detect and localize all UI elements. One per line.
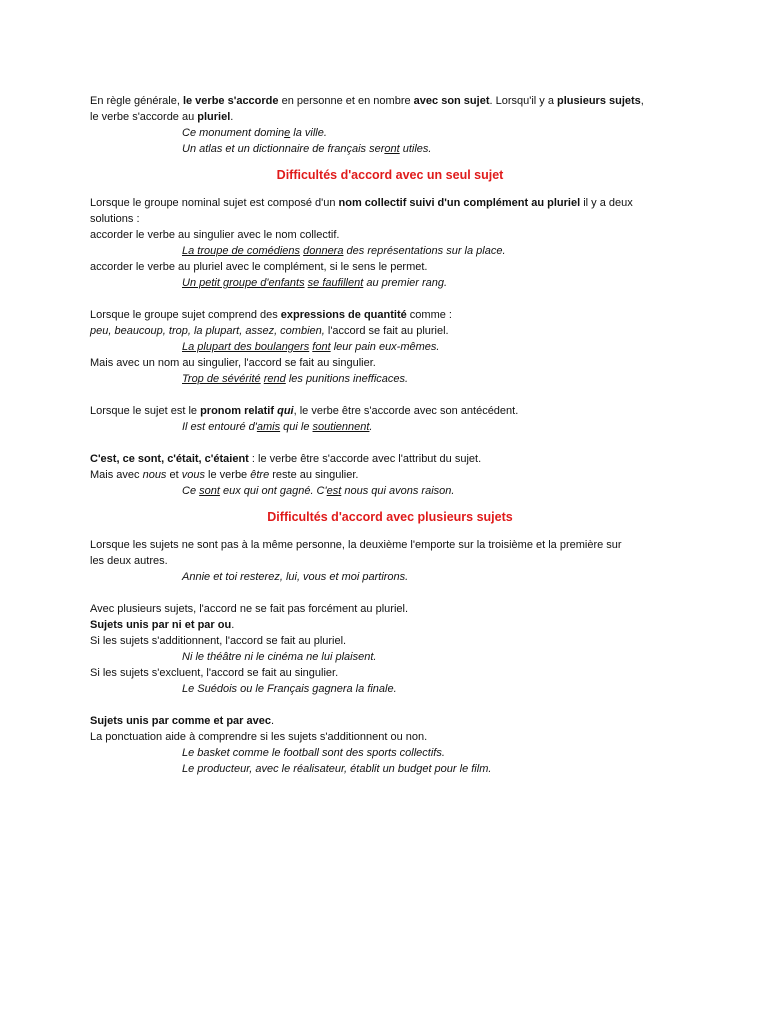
text: le verbe [204,469,251,481]
text: leur pain eux-mêmes. [330,341,440,353]
text: , [640,95,644,107]
text: , le verbe être s'accorde avec son antécédent. [293,405,519,417]
text: reste au singulier. [269,469,359,481]
text: Lorsque le groupe nominal sujet est composé d'un [90,197,339,209]
bold-text: avec son sujet [413,95,490,107]
text: Mais avec [90,469,143,481]
text: des représentations sur la place. [343,245,506,257]
bold-italic-text: qui [277,405,294,417]
text: au premier rang. [363,277,448,289]
example-line: Le producteur, avec le réalisateur, établit un budget pour le film. [182,763,492,775]
intro-line-2 [90,109,690,125]
text: : le verbe être s'accorde avec l'attribut du sujet. [248,453,482,465]
example-line [90,243,690,259]
text: et [166,469,182,481]
text-line [90,467,690,483]
italic-text: être [250,469,270,481]
text-line: Si les sujets s'excluent, l'accord se fait au singulier. [90,667,339,679]
text: en personne et en nombre [278,95,414,107]
text-line: Si les sujets s'additionnent, l'accord se fait au pluriel. [90,635,347,647]
text-line: Avec plusieurs sujets, l'accord ne se fait pas forcément au pluriel. [90,603,409,615]
example-line: Le basket comme le football sont des sports collectifs. [182,747,445,759]
example-line: Annie et toi resterez, lui, vous et moi partirons. [182,571,409,583]
bold-text: Sujets unis par comme et par avec [90,715,271,727]
text: utiles. [399,143,432,155]
underlined-text: e [284,127,291,139]
underlined-text: soutiennent [312,421,370,433]
text: eux qui ont gagné. C' [219,485,327,497]
underlined-text: ont [384,143,400,155]
text-line: Lorsque les sujets ne sont pas à la même personne, la deuxième l'emporte sur la troisième et la première sur [90,539,622,551]
bold-text: Sujets unis par ni et par ou [90,619,232,631]
text-line: accorder le verbe au pluriel avec le complément, si le sens le permet. [90,261,428,273]
example-line [90,371,690,387]
text: . [230,111,234,123]
italic-text: vous [181,469,205,481]
underlined-text: donnera [303,245,344,257]
text: la ville. [290,127,327,139]
underlined-text: Trop de sévérité [182,373,261,385]
bold-text: le verbe s'accorde [182,95,279,107]
bold-text: C'est, ce sont, c'était, c'étaient [90,453,249,465]
text: qui le [280,421,313,433]
text: Ce monument domin [182,127,285,139]
text: Un atlas et un dictionnaire de français ser [182,143,385,155]
cest-paragraph [90,451,690,467]
example-line [90,125,690,141]
example-line [90,275,690,291]
text: Ce [182,485,200,497]
text-line: les deux autres. [90,555,168,567]
spacer [90,585,690,601]
underlined-text: se faufillent [307,277,364,289]
spacer [90,435,690,451]
text: nous qui avons raison. [341,485,455,497]
collective-paragraph [90,195,690,211]
text-line [90,323,690,339]
example-line: Ni le théâtre ni le cinéma ne lui plaisent. [182,651,377,663]
example-line [90,483,690,499]
underlined-text: font [312,341,331,353]
section-title: Difficultés d'accord avec plusieurs sujets [267,510,513,524]
subheading [90,617,690,633]
spacer [90,291,690,307]
quantity-paragraph [90,307,690,323]
document-body [90,93,690,777]
bold-text: plusieurs sujets [557,95,641,107]
underlined-text: sont [199,485,220,497]
bold-text: expressions de quantité [280,309,407,321]
text: le verbe s'accorde au [90,111,198,123]
intro-paragraph [90,93,690,109]
text: Lorsque le sujet est le [90,405,201,417]
underlined-text: amis [256,421,281,433]
underlined-text: La plupart des boulangers [182,341,310,353]
text: . [231,619,235,631]
italic-text: nous [142,469,167,481]
example-line [90,339,690,355]
bold-text: pluriel [197,111,231,123]
text-line: La ponctuation aide à comprendre si les sujets s'additionnent ou non. [90,731,428,743]
underlined-text: La troupe de comédiens [182,245,301,257]
text-line: Mais avec un nom au singulier, l'accord se fait au singulier. [90,357,376,369]
text: . Lorsqu'il y a [489,95,558,107]
example-line [90,141,690,157]
text: Il est entouré d' [182,421,257,433]
bold-text: pronom relatif [200,405,278,417]
text: . [270,715,275,727]
example-line: Le Suédois ou le Français gagnera la finale. [182,683,397,695]
text: Lorsque le groupe sujet comprend des [90,309,281,321]
text-line: accorder le verbe au singulier avec le nom collectif. [90,229,340,241]
subheading [90,713,690,729]
text: les punitions inefficaces. [285,373,409,385]
relative-pronoun-paragraph [90,403,690,419]
example-line [90,419,690,435]
underlined-text: rend [263,373,286,385]
spacer [90,387,690,403]
underlined-text: Un petit groupe d'enfants [182,277,305,289]
spacer [90,697,690,713]
text: En règle générale, [90,95,183,107]
underlined-text: est [326,485,342,497]
text: il y a deux [580,197,633,209]
italic-text: peu, beaucoup, trop, la plupart, assez, combien, [90,325,325,337]
section-title: Difficultés d'accord avec un seul sujet [276,168,504,182]
text: comme : [406,309,452,321]
text: l'accord se fait au pluriel. [324,325,449,337]
text: . [369,421,373,433]
text-line: solutions : [90,213,140,225]
bold-text: nom collectif suivi d'un complément au pluriel [338,197,581,209]
